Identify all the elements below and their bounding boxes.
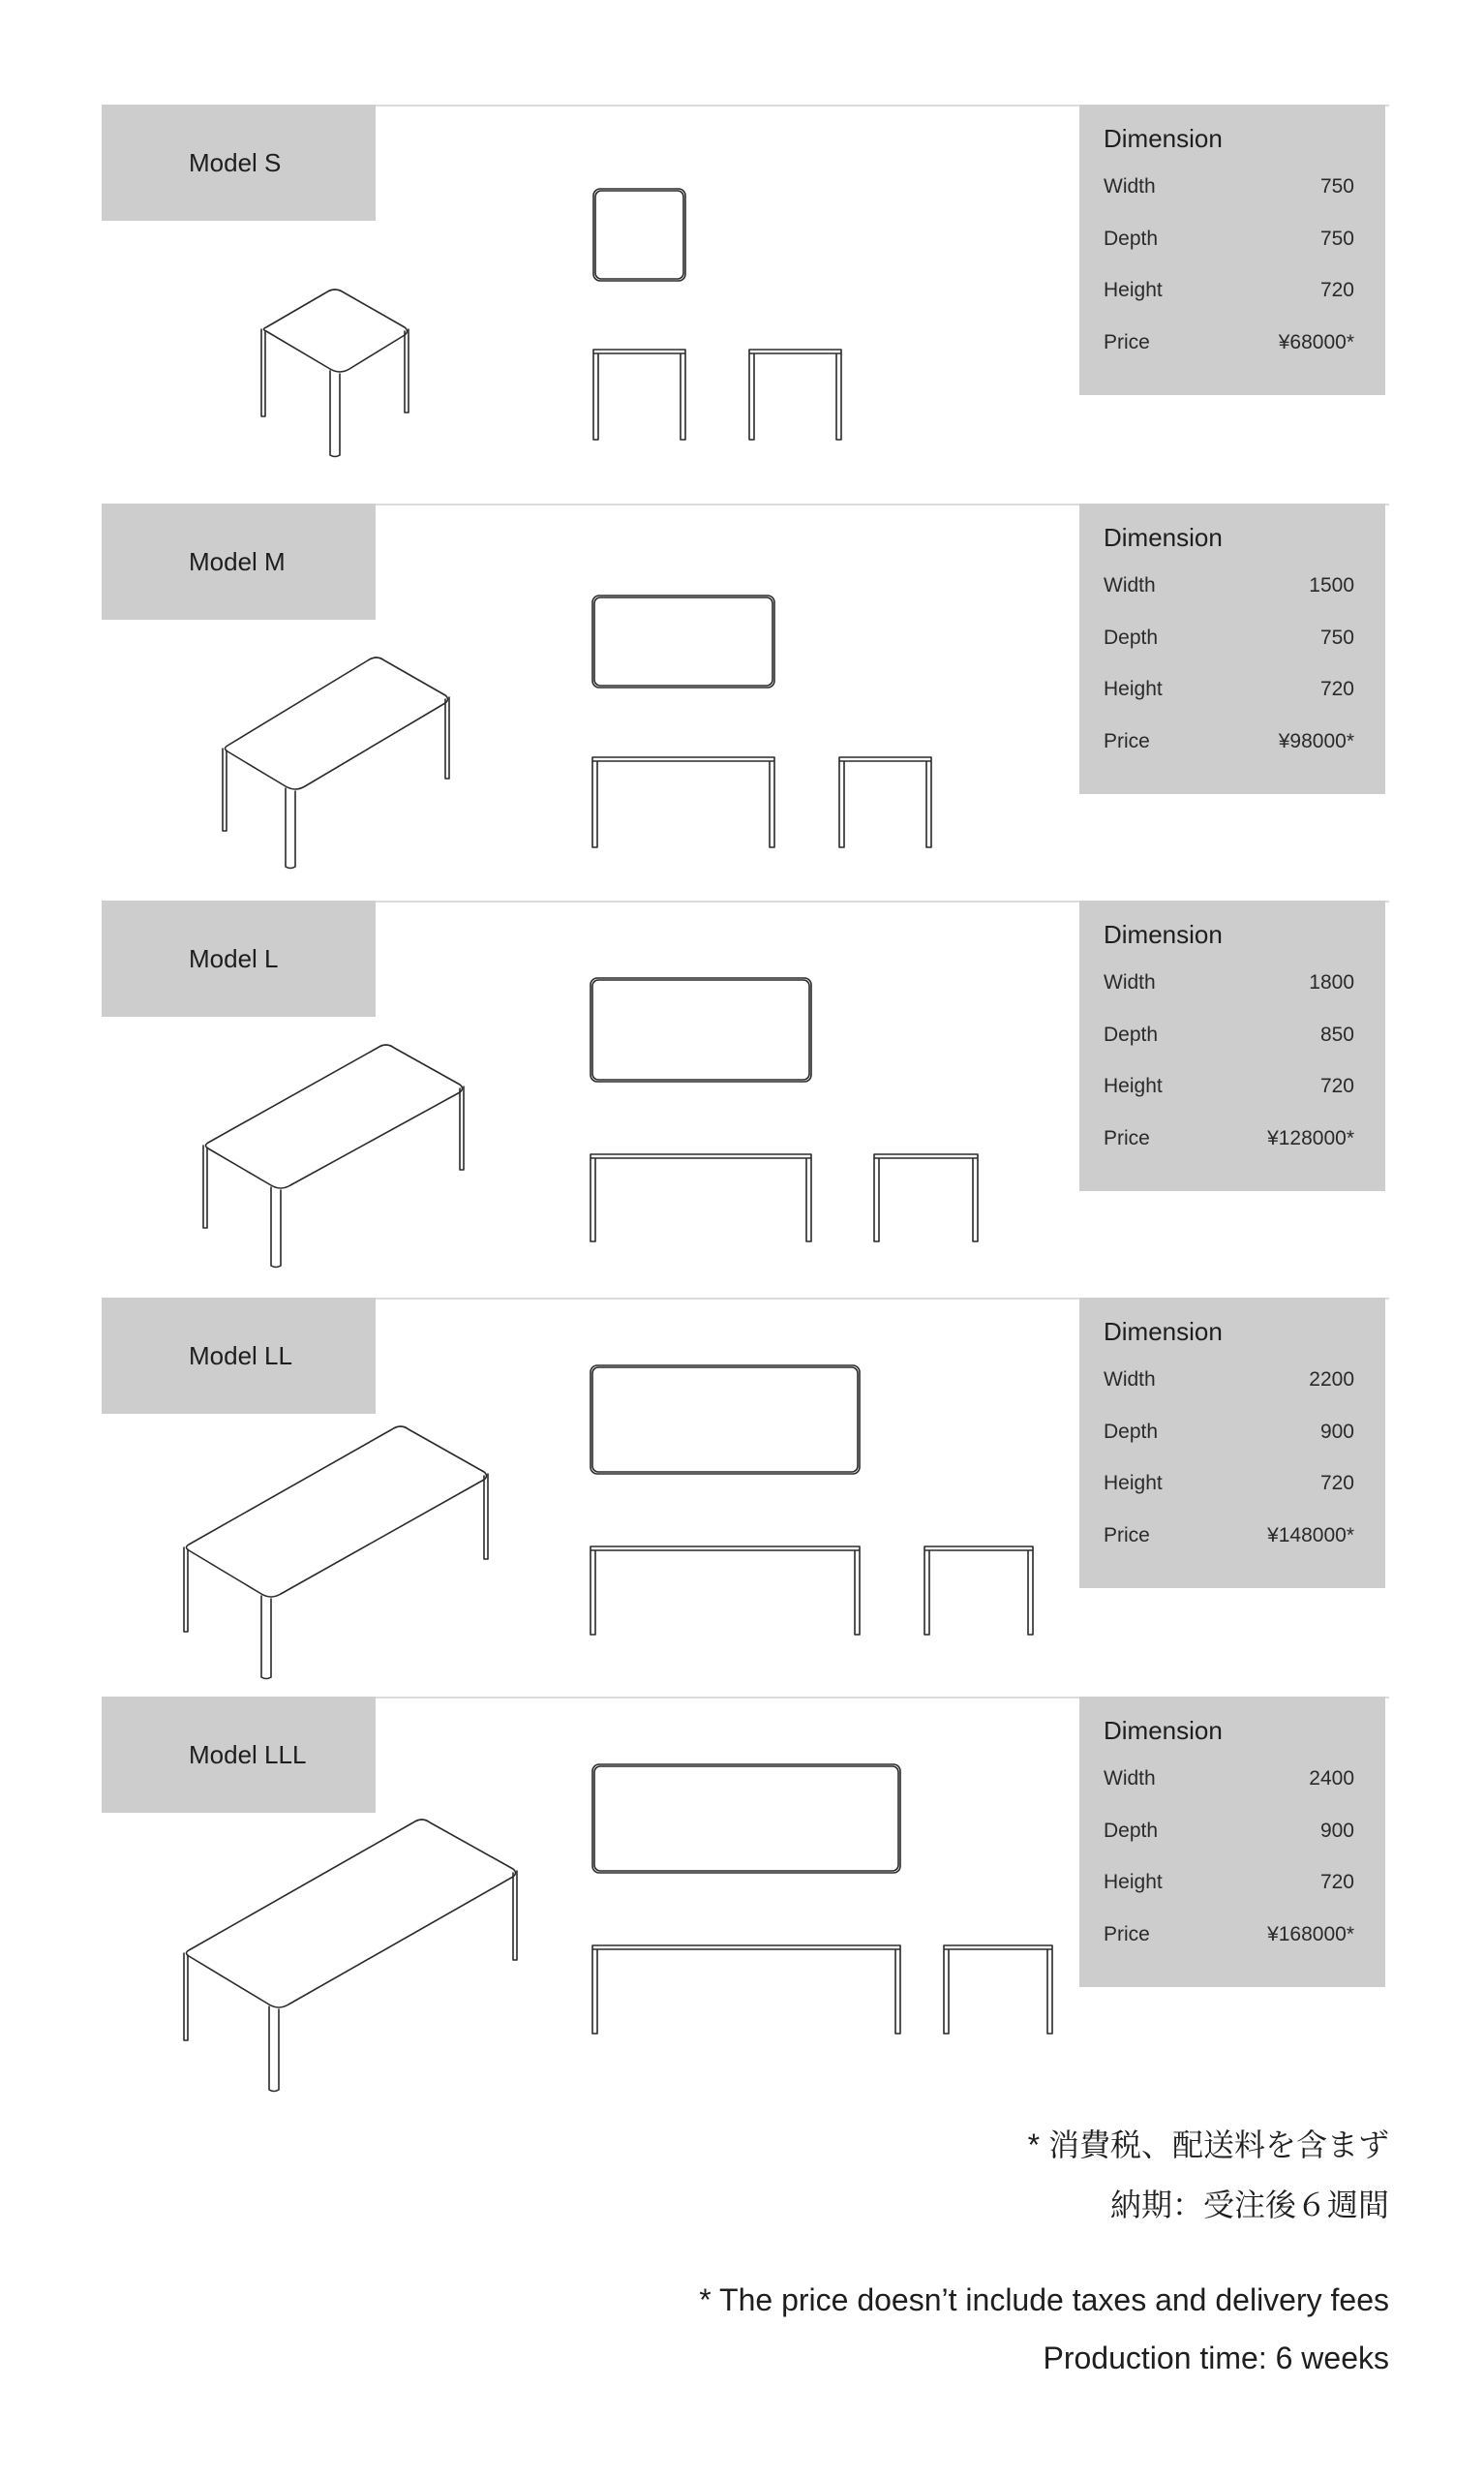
height-value: 720 [1319,1871,1354,1893]
width-row [1104,571,1354,624]
footer-en-tax-note: * The price doesn’t include taxes and delivery fees [699,2282,1389,2317]
depth-row [1104,1817,1354,1869]
height-row [1104,1072,1354,1124]
side-view [749,350,841,440]
width-row [1104,968,1354,1021]
depth-label: Depth [1104,1819,1159,1842]
model-section-lll [102,1697,1389,2026]
side-view [924,1546,1033,1635]
price-row [1104,1521,1354,1574]
dimension-panel [1079,1697,1385,1987]
dimension-panel [1079,901,1385,1191]
price-row [1104,1124,1354,1177]
height-row [1104,1868,1354,1920]
dimension-heading: Dimension [1104,124,1223,153]
height-value: 720 [1319,1472,1354,1494]
height-label: Height [1104,1472,1163,1494]
price-label: Price [1104,1922,1150,1945]
height-label: Height [1104,678,1163,700]
height-row [1104,675,1354,727]
side-view [839,757,931,847]
price-value: ¥168000* [1267,1922,1354,1945]
width-value: 1500 [1309,574,1354,597]
model-name: Model L [102,901,376,1017]
footer-jp-lead-time: 納期：受注後６週間 [1109,2188,1389,2222]
height-label: Height [1104,1075,1163,1097]
height-label: Height [1104,1871,1163,1893]
depth-row [1104,1021,1354,1073]
width-value: 2400 [1309,1767,1354,1790]
model-name: Model M [102,504,376,620]
top-view [593,189,685,281]
width-label: Width [1104,971,1156,994]
price-row [1104,1920,1354,1973]
front-view [591,1546,860,1635]
width-value: 750 [1319,175,1354,198]
width-label: Width [1104,574,1156,597]
top-view [592,1764,900,1873]
price-value: ¥128000* [1267,1126,1354,1149]
height-label: Height [1104,279,1163,301]
width-label: Width [1104,1368,1156,1391]
price-value: ¥98000* [1278,729,1354,752]
height-value: 720 [1319,678,1354,700]
depth-value: 900 [1319,1420,1354,1443]
iso-view [223,658,449,869]
dimension-heading: Dimension [1104,1716,1223,1745]
width-row [1104,1764,1354,1817]
price-value: ¥68000* [1278,330,1354,353]
model-name: Model LLL [102,1697,376,1813]
depth-value: 750 [1319,227,1354,250]
height-row [1104,276,1354,328]
dimension-heading: Dimension [1104,523,1223,552]
depth-row [1104,1418,1354,1470]
price-row [1104,727,1354,780]
dimension-panel [1079,105,1385,395]
top-view [591,978,811,1082]
dimension-panel [1079,504,1385,794]
price-label: Price [1104,330,1150,353]
iso-view [261,290,409,457]
depth-row [1104,225,1354,277]
model-name: Model S [102,105,376,221]
width-row [1104,172,1354,225]
dimension-heading: Dimension [1104,1317,1223,1346]
price-label: Price [1104,729,1150,752]
height-value: 720 [1319,279,1354,301]
front-view [592,1945,900,2034]
depth-value: 750 [1319,626,1354,649]
iso-view [184,1820,517,2092]
front-view [591,1154,811,1241]
side-view [944,1945,1052,2034]
front-view [592,757,774,847]
model-section-m [102,504,1389,833]
price-label: Price [1104,1126,1150,1149]
depth-value: 900 [1319,1819,1354,1842]
footer-jp-tax-note: * 消費税、配送料を含まず [1027,2127,1389,2162]
front-view [593,350,685,440]
depth-label: Depth [1104,626,1159,649]
top-view [591,1365,860,1474]
price-label: Price [1104,1523,1150,1546]
depth-label: Depth [1104,1420,1159,1443]
price-value: ¥148000* [1267,1523,1354,1546]
top-view [592,596,774,688]
iso-view [184,1426,488,1679]
width-label: Width [1104,1767,1156,1790]
depth-value: 850 [1319,1023,1354,1046]
price-row [1104,328,1354,381]
dimension-heading: Dimension [1104,920,1223,949]
model-section-s [102,105,1389,434]
width-value: 1800 [1309,971,1354,994]
footer-en-lead-time: Production time: 6 weeks [1043,2341,1389,2375]
width-value: 2200 [1309,1368,1354,1391]
height-row [1104,1469,1354,1521]
iso-view [203,1045,464,1268]
model-name: Model LL [102,1298,376,1414]
model-section-l [102,901,1389,1230]
depth-label: Depth [1104,227,1159,250]
height-value: 720 [1319,1075,1354,1097]
depth-label: Depth [1104,1023,1159,1046]
width-row [1104,1365,1354,1418]
model-section-ll [102,1298,1389,1627]
width-label: Width [1104,175,1156,198]
depth-row [1104,624,1354,676]
side-view [874,1154,978,1241]
dimension-panel [1079,1298,1385,1588]
